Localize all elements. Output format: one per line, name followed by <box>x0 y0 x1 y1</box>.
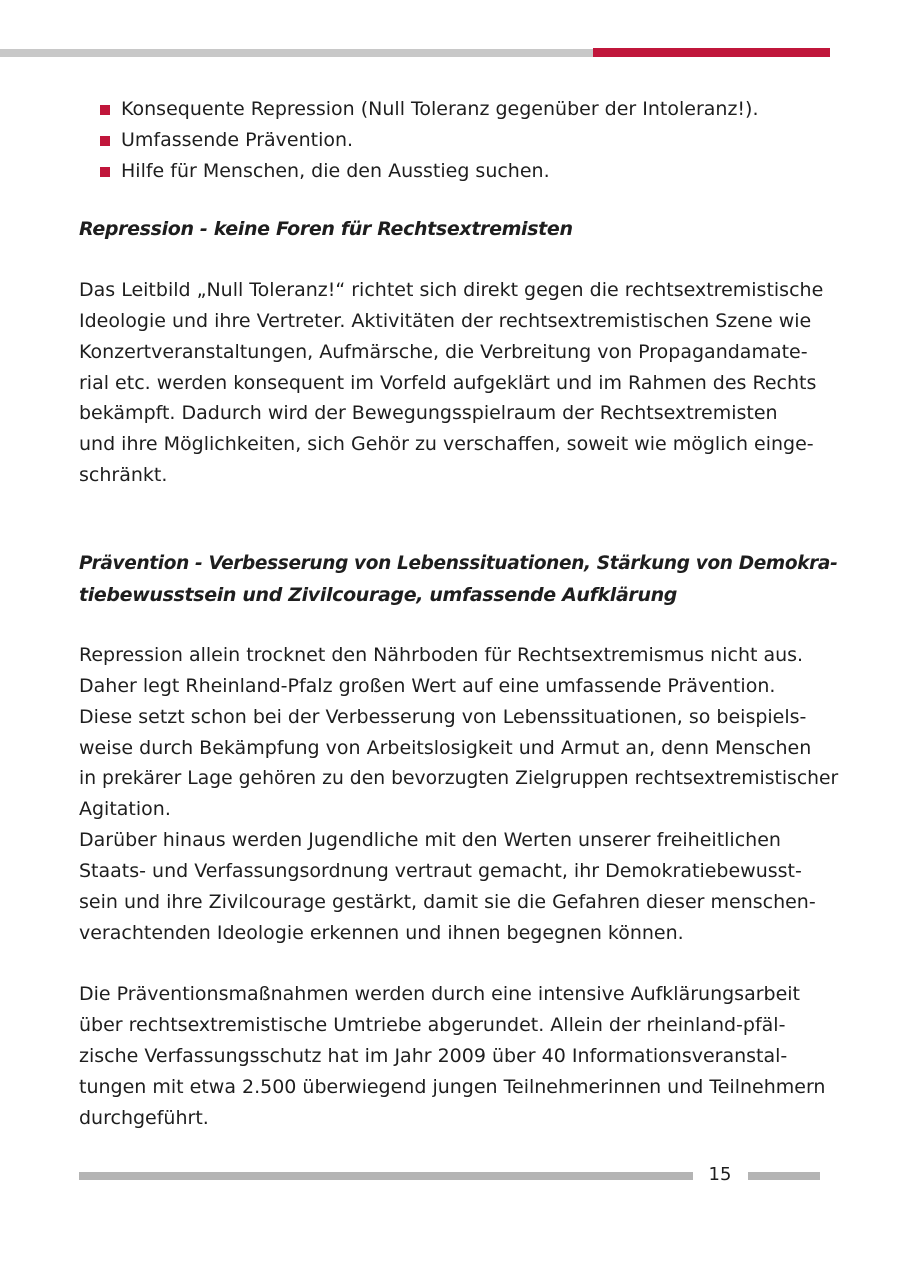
page-content <box>79 94 839 1133</box>
text-line: rial etc. werden konsequent im Vorfeld aufgeklärt und im Rahmen des Rechts <box>79 371 817 394</box>
header-rule-gray <box>0 49 593 57</box>
list-item <box>79 156 839 187</box>
text-line: zische Verfassungsschutz hat im Jahr 2009 über 40 Informationsveranstal- <box>79 1044 788 1067</box>
square-bullet-icon <box>100 136 110 146</box>
paragraph-repression <box>79 275 839 491</box>
square-bullet-icon <box>100 105 110 115</box>
bullet-text: Umfassende Prävention. <box>121 128 354 151</box>
text-line: tungen mit etwa 2.500 überwiegend jungen Teilnehmerinnen und Teilnehmern <box>79 1075 826 1098</box>
text-line: Staats- und Verfassungsordnung vertraut gemacht, ihr Demokratiebewusst- <box>79 859 802 882</box>
text-line: weise durch Bekämpfung von Arbeitslosigkeit und Armut an, denn Menschen <box>79 736 812 759</box>
list-item <box>79 94 839 125</box>
text-line: und ihre Möglichkeiten, sich Gehör zu verschaffen, soweit wie möglich einge- <box>79 433 814 456</box>
heading-line: tiebewusstsein und Zivilcourage, umfassende Aufklärung <box>79 583 678 606</box>
text-line: Diese setzt schon bei der Verbesserung von Lebenssituationen, so beispiels- <box>79 705 807 728</box>
text-line: durchgeführt. <box>79 1106 209 1129</box>
bullet-list <box>79 94 839 186</box>
text-line: sein und ihre Zivilcourage gestärkt, damit sie die Gefahren dieser menschen- <box>79 890 816 913</box>
paragraph-praevention <box>79 640 839 948</box>
text-line: schränkt. <box>79 463 168 486</box>
text-line: Konzertveranstaltungen, Aufmärsche, die Verbreitung von Propagandamate- <box>79 340 808 363</box>
text-line: Ideologie und ihre Vertreter. Aktivitäten der rechtsextremistischen Szene wie <box>79 309 812 332</box>
paragraph-aufklaerung <box>79 979 839 1133</box>
footer-rule-left <box>79 1172 693 1180</box>
heading-line: Prävention - Verbesserung von Lebenssituationen, Stärkung von Demokra- <box>79 552 838 574</box>
text-line: Das Leitbild „Null Toleranz!“ richtet sich direkt gegen die rechtsextremistische <box>79 279 824 302</box>
text-line: Repression allein trocknet den Nährboden für Rechtsextremismus nicht aus. <box>79 644 804 667</box>
section-heading-praevention <box>79 549 839 611</box>
text-line: bekämpft. Dadurch wird der Bewegungsspielraum der Rechtsextremisten <box>79 402 778 425</box>
header-rule-red <box>593 48 830 57</box>
text-line: über rechtsextremistische Umtriebe abgerundet. Allein der rheinland-pfäl- <box>79 1014 786 1037</box>
text-line: Agitation. <box>79 798 171 821</box>
square-bullet-icon <box>100 167 110 177</box>
section-heading-repression: Repression - keine Foren für Rechtsextremisten <box>79 218 573 241</box>
text-line: Darüber hinaus werden Jugendliche mit den Werten unserer freiheitlichen <box>79 829 781 852</box>
page-number: 15 <box>708 1164 732 1185</box>
text-line: Die Präventionsmaßnahmen werden durch eine intensive Aufklärungsarbeit <box>79 983 801 1006</box>
bullet-text: Hilfe für Menschen, die den Ausstieg suchen. <box>121 159 550 182</box>
list-item <box>79 125 839 156</box>
text-line: in prekärer Lage gehören zu den bevorzugten Zielgruppen rechtsextremistischer <box>79 767 839 789</box>
bullet-text: Konsequente Repression (Null Toleranz gegenüber der Intoleranz!). <box>121 98 759 120</box>
text-line: Daher legt Rheinland-Pfalz großen Wert auf eine umfassende Prävention. <box>79 675 776 698</box>
footer-rule-right <box>748 1172 820 1180</box>
text-line: verachtenden Ideologie erkennen und ihnen begegnen können. <box>79 921 684 944</box>
